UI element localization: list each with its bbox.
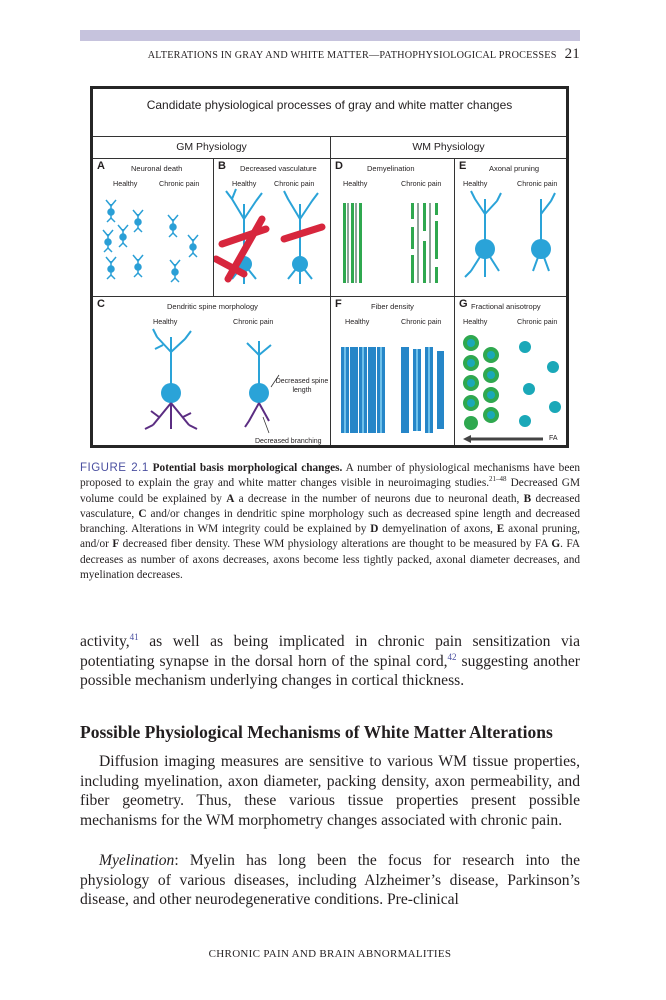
panel-letter: C [97, 298, 105, 310]
caption-text: demyelination of axons, [378, 523, 497, 536]
page-number: 21 [564, 46, 580, 62]
body-text: : Myelin has long been the focus for research into the physiology of various diseases, including Alzheimer’s disease, Parkinson’s disease, and other neurodegenerative conditions. Pre-clinical [80, 852, 580, 909]
body-paragraph-2: Diffusion imaging measures are sensitive to various WM tissue properties, including myelination, axon diameter, packing density, axon permeability, and fiber geometry. Thus, these various tissue properties present possible mechanisms for the WM morphometry changes associated with chronic pain. [80, 753, 580, 830]
chronic-pain-label: Chronic pain [274, 179, 315, 188]
body-text: activity, [80, 633, 130, 650]
body-paragraph-3 [80, 851, 580, 910]
caption-letter: B [523, 492, 532, 505]
caption-letter: G [551, 538, 561, 551]
header-rule [80, 30, 580, 41]
caption-letter: E [496, 523, 505, 536]
panel-letter: E [459, 160, 467, 172]
body-text: suggesting another possible mechanism underlying changes in cortical thickness. [80, 652, 580, 690]
panel-b-decreased-vasculature [214, 159, 331, 297]
panel-c-dendritic-spine-morphology [93, 297, 331, 445]
healthy-label: Healthy [345, 317, 370, 326]
healthy-label: Healthy [113, 179, 138, 188]
wm-physiology-header: WM Physiology [331, 137, 566, 159]
panel-letter: F [335, 298, 342, 310]
panel-letter: B [218, 160, 226, 172]
healthy-label: Healthy [232, 179, 257, 188]
panel-letter: A [97, 160, 105, 172]
caption-text: axonal pruning, and/or [80, 523, 581, 551]
panel-g-fractional-anisotropy [455, 297, 566, 445]
dendritic-spine-illustration [93, 297, 331, 445]
panel-title: Axonal pruning [489, 164, 540, 173]
caption-text: decreased vasculature, [80, 492, 580, 520]
panel-letter: D [335, 160, 343, 172]
decreased-branching-annotation: Decreased branching [255, 438, 322, 445]
healthy-label: Healthy [343, 179, 368, 188]
chronic-pain-label: Chronic pain [401, 317, 442, 326]
running-title: ALTERATIONS IN GRAY AND WHITE MATTER—PATHOPHYSIOLOGICAL PROCESSES [147, 50, 557, 61]
panel-letter: G [459, 298, 468, 310]
figure-label: FIGURE 2.1 [80, 462, 149, 474]
running-head [80, 46, 580, 63]
healthy-label: Healthy [463, 317, 488, 326]
decreased-spine-length-annotation: Decreased spine length [275, 378, 329, 394]
panel-title: Fiber density [371, 302, 414, 311]
panel-title: Fractional anisotropy [471, 302, 541, 311]
caption-text: a decrease in the number of neurons due to neuronal death, [234, 492, 524, 505]
panel-title: Neuronal death [131, 164, 183, 173]
section-heading: Possible Physiological Mechanisms of White Matter Alterations [80, 722, 553, 742]
fa-label: FA [549, 435, 558, 442]
chronic-pain-label: Chronic pain [517, 317, 558, 326]
running-footer: CHRONIC PAIN AND BRAIN ABNORMALITIES [208, 948, 452, 960]
panel-d-demyelination [331, 159, 455, 297]
figure-title: Candidate physiological processes of gray and white matter changes [93, 89, 566, 137]
figure-caption [80, 461, 580, 583]
panel-a-neuronal-death [93, 159, 214, 297]
figure-2-1 [90, 86, 569, 448]
caption-letter: C [138, 507, 147, 520]
gm-physiology-header: GM Physiology [93, 137, 331, 159]
caption-letter: D [370, 523, 379, 536]
citation-ref[interactable]: 21–48 [489, 475, 507, 484]
panel-title: Decreased vasculature [240, 164, 317, 173]
caption-text: Decreased GM volume could be explained by [80, 477, 580, 505]
panel-title: Demyelination [367, 164, 415, 173]
healthy-label: Healthy [153, 317, 178, 326]
chronic-pain-label: Chronic pain [233, 317, 274, 326]
caption-title: Potential basis morphological changes. [152, 462, 343, 474]
citation-ref[interactable]: 41 [129, 631, 139, 642]
body-paragraph-1 [80, 632, 580, 691]
citation-ref[interactable]: 42 [447, 651, 457, 662]
caption-text: . FA decreases as number of axons decreases, axons become less tightly packed, axonal diameter decreases, and myelination decreases. [80, 538, 580, 582]
caption-text: and/or changes in dendritic spine morphology such as decreased spine length and decreased branching. Alterations in WM integrity could be explained by [80, 507, 580, 536]
panel-f-fiber-density [331, 297, 455, 445]
chronic-pain-label: Chronic pain [517, 179, 558, 188]
panel-title: Dendritic spine morphology [167, 302, 258, 311]
healthy-label: Healthy [463, 179, 488, 188]
body-text: as well as being implicated in chronic pain sensitization via potentiating synapse in the dorsal horn of the spinal cord, [80, 633, 580, 670]
panel-e-axonal-pruning [455, 159, 566, 297]
italic-term: Myelination [99, 852, 175, 869]
chronic-pain-label: Chronic pain [159, 179, 200, 188]
chronic-pain-label: Chronic pain [401, 179, 442, 188]
caption-text: A number of physiological mechanisms have been proposed to explain the gray and white matter changes visible in neuroimaging studies. [80, 462, 580, 490]
caption-letter: F [112, 538, 120, 551]
caption-letter: A [226, 492, 235, 505]
caption-text: decreased fiber density. These WM physiology alterations are thought to be measured by FA [119, 538, 552, 551]
